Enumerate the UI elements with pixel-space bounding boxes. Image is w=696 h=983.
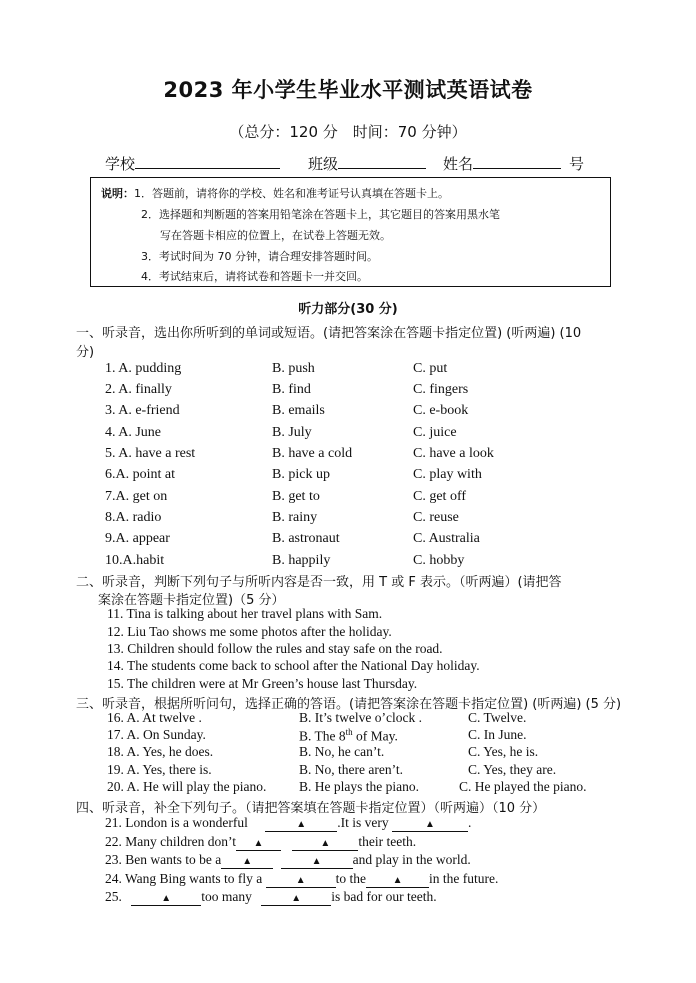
q23-sentence: 23. Ben wants to be a ▲ ▲ and play in the world.	[105, 852, 471, 867]
q16-option-b: B. It’s twelve o’clock .	[299, 710, 422, 725]
q16-option-a: 16. A. At twelve .	[107, 710, 202, 725]
q12-sentence: 12. Liu Tao shows me some photos after the holiday.	[107, 624, 392, 639]
q25-blank-1[interactable]	[131, 889, 201, 906]
q24-blank-2[interactable]	[366, 871, 429, 888]
triangle-icon: ▲	[291, 893, 302, 904]
q2-option-a: 2. A. finally	[105, 382, 172, 397]
q3-option-a: 3. A. e-friend	[105, 403, 180, 418]
q22-blank-1[interactable]	[236, 834, 281, 851]
q4-option-c: C. juice	[413, 425, 457, 440]
q25-sentence: 25. ▲ too many ▲ is bad for our teeth.	[105, 889, 437, 904]
q9-option-a: 9.A. appear	[105, 531, 170, 546]
q5-option-b: B. have a cold	[272, 446, 353, 461]
page-title: 2023 年小学生毕业水平测试英语试卷	[163, 78, 533, 102]
q21-sentence: 21. London is a wonderful ▲ .It is very ▲ .	[105, 815, 472, 830]
school-label: 学校	[105, 155, 136, 173]
triangle-icon: ▲	[311, 856, 322, 867]
school-blank[interactable]	[135, 154, 280, 169]
note-line-5: 4．考试结束后，请将试卷和答题卡一并交回。	[141, 270, 368, 283]
q17-option-b: B. The 8th of May.	[299, 727, 398, 744]
q5-option-c: C. have a look	[413, 446, 494, 461]
note-label: 说明：	[101, 187, 134, 200]
q3-option-b: B. emails	[272, 403, 325, 418]
q6-option-b: B. pick up	[272, 467, 330, 482]
listening-header: 听力部分(30 分)	[298, 302, 398, 317]
q23-blank-1[interactable]	[221, 852, 273, 869]
q20-option-b: B. He plays the piano.	[299, 779, 419, 794]
q10-option-c: C. hobby	[413, 553, 465, 568]
q14-sentence: 14. The students come back to school after the National Day holiday.	[107, 658, 480, 673]
q18-option-b: B. No, he can’t.	[299, 744, 385, 759]
q3-option-c: C. e-book	[413, 403, 469, 418]
section3-heading: 三、听录音，根据所听问句，选择正确的答语。(请把答案涂在答题卡指定位置) (听两遍) (5 分)	[76, 697, 622, 712]
q8-option-b: B. rainy	[272, 510, 318, 525]
q6-option-a: 6.A. point at	[105, 467, 175, 482]
q7-option-c: C. get off	[413, 489, 467, 504]
q10-option-a: 10.A.habit	[105, 553, 165, 568]
q25-blank-2[interactable]	[261, 889, 331, 906]
q23-blank-2[interactable]	[281, 852, 353, 869]
triangle-icon: ▲	[296, 819, 307, 830]
triangle-icon: ▲	[161, 893, 172, 904]
q17-option-a: 17. A. On Sunday.	[107, 727, 206, 742]
triangle-icon: ▲	[392, 875, 403, 886]
q16-option-c: C. Twelve.	[468, 710, 527, 725]
exam-subtitle: （总分：120 分 时间：70 分钟）	[229, 123, 467, 141]
name-blank[interactable]	[473, 154, 561, 169]
note-line-3: 写在答题卡相应的位置上，在试卷上答题无效。	[160, 229, 391, 242]
q2-option-c: C. fingers	[413, 382, 469, 397]
q4-option-a: 4. A. June	[105, 425, 161, 440]
name-field[interactable]	[443, 153, 584, 174]
q19-option-a: 19. A. Yes, there is.	[107, 762, 212, 777]
note-line-2: 2．选择题和判断题的答案用铅笔涂在答题卡上，其它题目的答案用黑水笔	[141, 208, 500, 221]
class-blank[interactable]	[338, 154, 426, 169]
section1-heading: 一、听录音，选出你所听到的单词或短语。(请把答案涂在答题卡指定位置) (听两遍) (10	[76, 326, 582, 341]
q13-sentence: 13. Children should follow the rules and stay safe on the road.	[107, 641, 443, 656]
q17-option-c: C. In June.	[468, 727, 527, 742]
q18-option-a: 18. A. Yes, he does.	[107, 744, 214, 759]
triangle-icon: ▲	[242, 856, 253, 867]
q19-option-c: C. Yes, they are.	[468, 762, 557, 777]
triangle-icon: ▲	[295, 875, 306, 886]
name-label: 姓名	[443, 155, 474, 173]
section2-heading: 二、听录音，判断下列句子与所听内容是否一致，用 T 或 F 表示。（听两遍）(请把答	[76, 575, 562, 590]
q24-sentence: 24. Wang Bing wants to fly a ▲ to the ▲ in the future.	[105, 871, 499, 886]
q8-option-a: 8.A. radio	[105, 510, 162, 525]
q5-option-a: 5. A. have a rest	[105, 446, 196, 461]
triangle-icon: ▲	[253, 838, 264, 849]
note-line-1: 说明：1．答题前，请将你的学校、姓名和准考证号认真填在答题卡上。	[101, 187, 449, 200]
q1-option-a: 1. A. pudding	[105, 361, 182, 376]
q20-option-a: 20. A. He will play the piano.	[107, 779, 267, 794]
q1-option-c: C. put	[413, 361, 448, 376]
q15-sentence: 15. The children were at Mr Green’s house last Thursday.	[107, 676, 418, 691]
q1-option-b: B. push	[272, 361, 315, 376]
q7-option-b: B. get to	[272, 489, 320, 504]
q7-option-a: 7.A. get on	[105, 489, 168, 504]
q18-option-c: C. Yes, he is.	[468, 744, 539, 759]
class-field[interactable]	[308, 153, 426, 174]
section2-heading-cont: 案涂在答题卡指定位置)（5 分）	[98, 593, 285, 608]
school-field[interactable]	[105, 153, 280, 174]
q10-option-b: B. happily	[272, 553, 331, 568]
q21-blank-2[interactable]	[392, 815, 468, 832]
q22-sentence: 22. Many children don’t ▲ ▲ their teeth.	[105, 834, 417, 849]
triangle-icon: ▲	[320, 838, 331, 849]
triangle-icon: ▲	[425, 819, 435, 830]
section4-heading: 四、听录音，补全下列句子。（请把答案填在答题卡指定位置）（听两遍）（10 分）	[76, 801, 546, 816]
q21-blank-1[interactable]	[265, 815, 337, 832]
section1-heading-cont: 分)	[76, 345, 95, 360]
q20-option-c: C. He played the piano.	[459, 779, 587, 794]
q9-option-b: B. astronaut	[272, 531, 340, 546]
q4-option-b: B. July	[272, 425, 312, 440]
q8-option-c: C. reuse	[413, 510, 459, 525]
q2-option-b: B. find	[272, 382, 311, 397]
q9-option-c: C. Australia	[413, 531, 480, 546]
note-line-4: 3．考试时间为 70 分钟，请合理安排答题时间。	[141, 250, 378, 263]
q22-blank-2[interactable]	[292, 834, 358, 851]
q6-option-c: C. play with	[413, 467, 482, 482]
q11-sentence: 11. Tina is talking about her travel plans with Sam.	[107, 606, 383, 621]
q19-option-b: B. No, there aren’t.	[299, 762, 403, 777]
number-label: 号	[569, 155, 585, 173]
q24-blank-1[interactable]	[266, 871, 336, 888]
class-label: 班级	[308, 155, 339, 173]
